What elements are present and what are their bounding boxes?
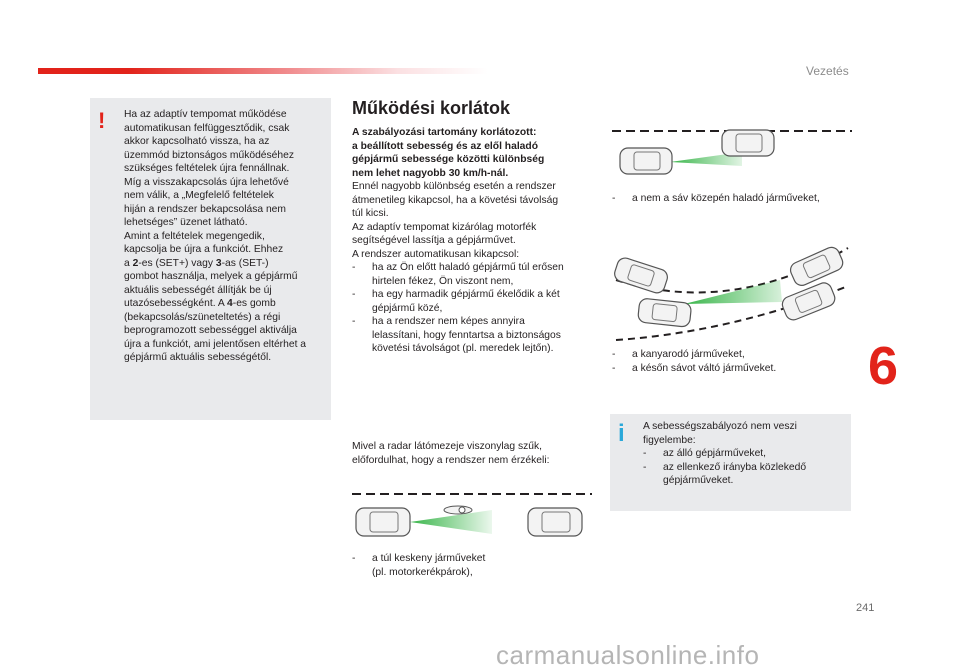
car-curve-ego — [637, 298, 691, 327]
illustration-curve — [612, 246, 852, 342]
caption-curve: - a kanyarodó járműveket, - a későn sávot váltó járműveket. — [612, 349, 777, 374]
warning-text: Ha az adaptív tempomat működése automatikusan felfüggesztődik, csak akkor kapcsolható vissza, ha az üzemmód biztonságos működéséhez szükséges feltételek újra fennállnak. Míg a visszakapcsolás újra lehetővé nem válik, a „Megfelelő feltételek hiján a rendszer bekapcsolása nem lehetséges” üzenet látható. Amint a feltételek megengedik, kapcsolja be újra a funkciót. Ehhez a 2-es (SET+) vagy 3-as (SET-) gombot használja, melyek a gépjármű aktuális sebességét állítják be új utazósebességként. A 4-es gomb (bekapcsolás/szüneteltetés) a régi beprogramozott sebességgel aktiválja újra a funkciót, ami jelentősen eltérhet a gépjármű aktuális sebességétől. — [124, 109, 307, 363]
car-curve-left — [613, 256, 670, 295]
illustration-offset-vehicle — [612, 122, 852, 184]
list-item: - ha az Ön előtt haladó gépjármű túl erősen hirtelen fékez, Ön viszont nem, — [352, 262, 564, 287]
motorbike — [444, 506, 472, 514]
main-column-text: A szabályozási tartomány korlátozott: a beállított sebesség és az elől haladó gépjármű sebessége közötti különbség nem lehet nagyobb 30 km/h-nál. Ennél nagyobb különbség esetén a rendszer átmenetileg kikapcsol, ha a követési távolság túl kicsi. Az adaptív tempomat kizárólag motorfék segítségével lassítja a gépjárművet. A rendszer automatikusan kikapcsol: - ha az Ön előtt haladó gépjármű túl erősen hirtelen fékez, Ön viszont nem, - ha egy harmadik gépjármű ékelődik a két gépjármű közé, - ha a rendszer nem képes annyira lelassítani, hogy fenntartsa a biztonságos követési távolságot (pl. meredek lejtőn). — [352, 126, 592, 356]
car-curve-right — [780, 281, 837, 323]
caption-narrow: - a túl keskeny járműveket (pl. motorkerékpárok), — [352, 553, 486, 578]
car-ego-bottom — [356, 508, 410, 536]
radar-note: Mivel a radar látómezeje viszonylag szűk, előfordulhat, hogy a rendszer nem érzékeli: — [352, 441, 550, 466]
caption-offset: - a nem a sáv közepén haladó járműveket, — [612, 193, 820, 204]
list-item: - ha a rendszer nem képes annyira lelassítani, hogy fenntartsa a biztonságos követési távolságot (pl. meredek lejtőn). — [352, 316, 561, 354]
section-title: Vezetés — [806, 64, 849, 78]
info-text: A sebességszabályozó nem veszi figyelembe: - az álló gépjárműveket, - az ellenkező irányba közlekedő gépjárműveket. — [643, 421, 807, 486]
warning-exclamation-icon: ! — [98, 108, 106, 133]
info-box — [610, 414, 851, 511]
car-curve-ahead — [788, 246, 845, 288]
warning-box — [90, 98, 331, 420]
page-title: Működési korlátok — [352, 98, 511, 118]
car-ahead-bottom — [528, 508, 582, 536]
watermark: carmanualsonline.info — [496, 640, 760, 670]
info-i-icon: i — [618, 420, 625, 447]
car-offset — [722, 130, 774, 156]
header-accent-bar — [38, 68, 488, 74]
page-number: 241 — [856, 602, 875, 614]
list-item: - ha egy harmadik gépjármű ékelődik a két gépjármű közé, — [352, 289, 560, 314]
chapter-number: 6 — [868, 336, 899, 396]
car-ego — [620, 148, 672, 174]
illustration-narrow-vehicle — [352, 488, 592, 542]
